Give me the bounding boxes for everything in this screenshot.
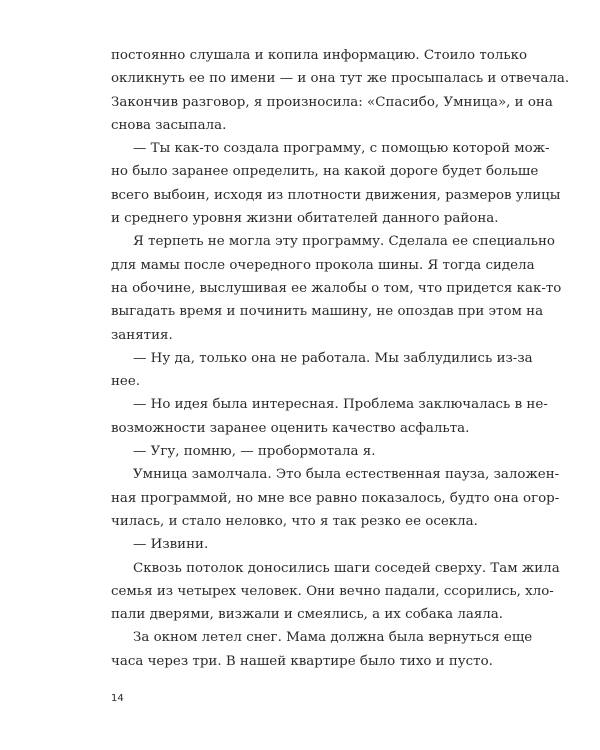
paragraph	[111, 393, 548, 440]
text-line: для мамы после очередного прокола шины. Я тогда сидела	[111, 257, 535, 273]
text-line: Закончив разговор, я произносила: «Спасибо, Умница», и она	[111, 94, 553, 110]
text-line: всего выбоин, исходя из плотности движения, размеров улицы	[111, 187, 561, 203]
text-line: нее.	[111, 374, 141, 390]
paragraph	[111, 440, 489, 463]
text-line: выгадать время и починить машину, не опоздав при этом на	[111, 304, 544, 320]
text-line: Я терпеть не могла эту программу. Сделала ее специально	[133, 234, 555, 250]
page-number: 14	[111, 693, 124, 704]
text-line: чилась, и стало неловко, что я так резко ее осекла.	[111, 513, 478, 529]
text-line: возможности заранее оценить качество асфальта.	[111, 420, 470, 436]
paragraph	[111, 44, 570, 137]
text-line: но было заранее определить, на какой дороге будет больше	[111, 164, 539, 180]
text-line: За окном летел снег. Мама должна была вернуться еще	[133, 630, 533, 646]
text-line: пали дверями, визжали и смеялись, а их собака лаяла.	[111, 607, 504, 623]
text-line: занятия.	[111, 327, 173, 343]
paragraph	[111, 230, 562, 346]
text-line: на обочине, выслушивая ее жалобы о том, что придется как-то	[111, 280, 562, 296]
paragraph	[111, 463, 560, 533]
text-line: ная программой, но мне все равно показалось, будто она огор-	[111, 490, 560, 506]
text-line: семья из четырех человек. Они вечно падали, ссорились, хло-	[111, 583, 554, 599]
text-line: — Ты как-то создала программу, с помощью которой мож-	[133, 141, 550, 157]
text-line: часа через три. В нашей квартире было тихо и пусто.	[111, 653, 493, 669]
text-line: Умница замолчала. Это была естественная пауза, заложен-	[133, 467, 560, 483]
paragraph	[111, 137, 561, 230]
paragraph	[111, 557, 560, 627]
text-line: окликнуть ее по имени — и она тут же просыпалась и отвечала.	[111, 71, 570, 87]
text-line: и среднего уровня жизни обитателей данного района.	[111, 211, 499, 227]
paragraph	[111, 626, 533, 673]
paragraph	[111, 347, 533, 394]
text-line: — Но идея была интересная. Проблема заключалась в не-	[133, 397, 548, 413]
text-line: — Извини.	[133, 537, 209, 553]
text-line: постоянно слушала и копила информацию. Стоило только	[111, 48, 528, 63]
text-line: Сквозь потолок доносились шаги соседей сверху. Там жила	[133, 560, 560, 576]
paragraph	[111, 533, 489, 556]
text-line: — Ну да, только она не работала. Мы заблудились из-за	[133, 350, 533, 366]
text-line: снова засыпала.	[111, 117, 227, 133]
text-line: — Угу, помню, — пробормотала я.	[133, 444, 376, 460]
body-text	[111, 44, 570, 673]
